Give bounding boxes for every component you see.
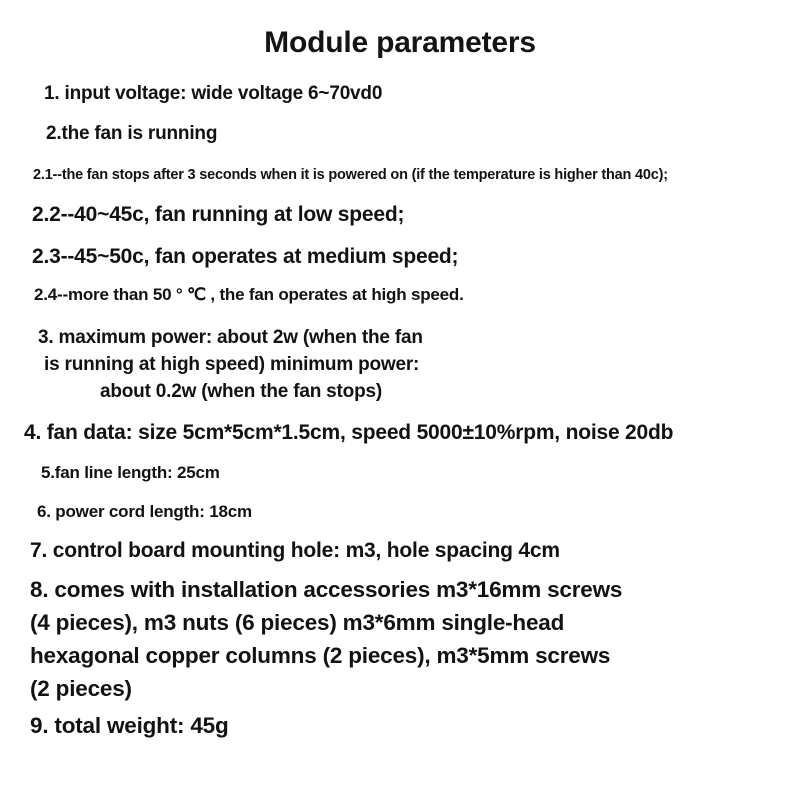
spec-item-8-accessories-line-3: hexagonal copper columns (2 pieces), m3*5mm screws bbox=[30, 643, 611, 668]
spec-item-7-mounting-hole: 7. control board mounting hole: m3, hole spacing 4cm bbox=[30, 539, 560, 562]
spec-item-8-accessories-line-1: 8. comes with installation accessories m3*16mm screws bbox=[30, 577, 623, 602]
spec-item-9-total-weight: 9. total weight: 45g bbox=[30, 713, 229, 738]
spec-item-2-1-fan-stop-delay: 2.1--the fan stops after 3 seconds when it is powered on (if the temperature is higher than 40c); bbox=[33, 167, 668, 183]
spec-item-fan-running-heading: 2.the fan is running bbox=[46, 123, 218, 144]
spec-item-3-max-power-line-2: is running at high speed) minimum power: bbox=[44, 354, 420, 375]
spec-item-8-accessories-line-4: (2 pieces) bbox=[30, 676, 132, 701]
spec-item-2-4-high-speed: 2.4--more than 50 ° ℃ , the fan operates at high speed. bbox=[34, 285, 464, 304]
spec-item-6-power-cord-length: 6. power cord length: 18cm bbox=[37, 502, 252, 521]
spec-item-8-accessories-line-2: (4 pieces), m3 nuts (6 pieces) m3*6mm single-head bbox=[30, 610, 565, 635]
spec-item-4-fan-data: 4. fan data: size 5cm*5cm*1.5cm, speed 5000±10%rpm, noise 20db bbox=[24, 421, 674, 444]
spec-item-input-voltage: 1. input voltage: wide voltage 6~70vd0 bbox=[44, 83, 383, 104]
spec-item-5-fan-line-length: 5.fan line length: 25cm bbox=[41, 463, 220, 482]
spec-item-3-max-power-line-3: about 0.2w (when the fan stops) bbox=[100, 381, 382, 402]
spec-item-2-2-low-speed: 2.2--40~45c, fan running at low speed; bbox=[32, 203, 405, 226]
spec-item-2-3-medium-speed: 2.3--45~50c, fan operates at medium speed; bbox=[32, 245, 459, 268]
spec-item-3-max-power-line-1: 3. maximum power: about 2w (when the fan bbox=[38, 327, 423, 348]
page-title: Module parameters bbox=[264, 26, 536, 59]
